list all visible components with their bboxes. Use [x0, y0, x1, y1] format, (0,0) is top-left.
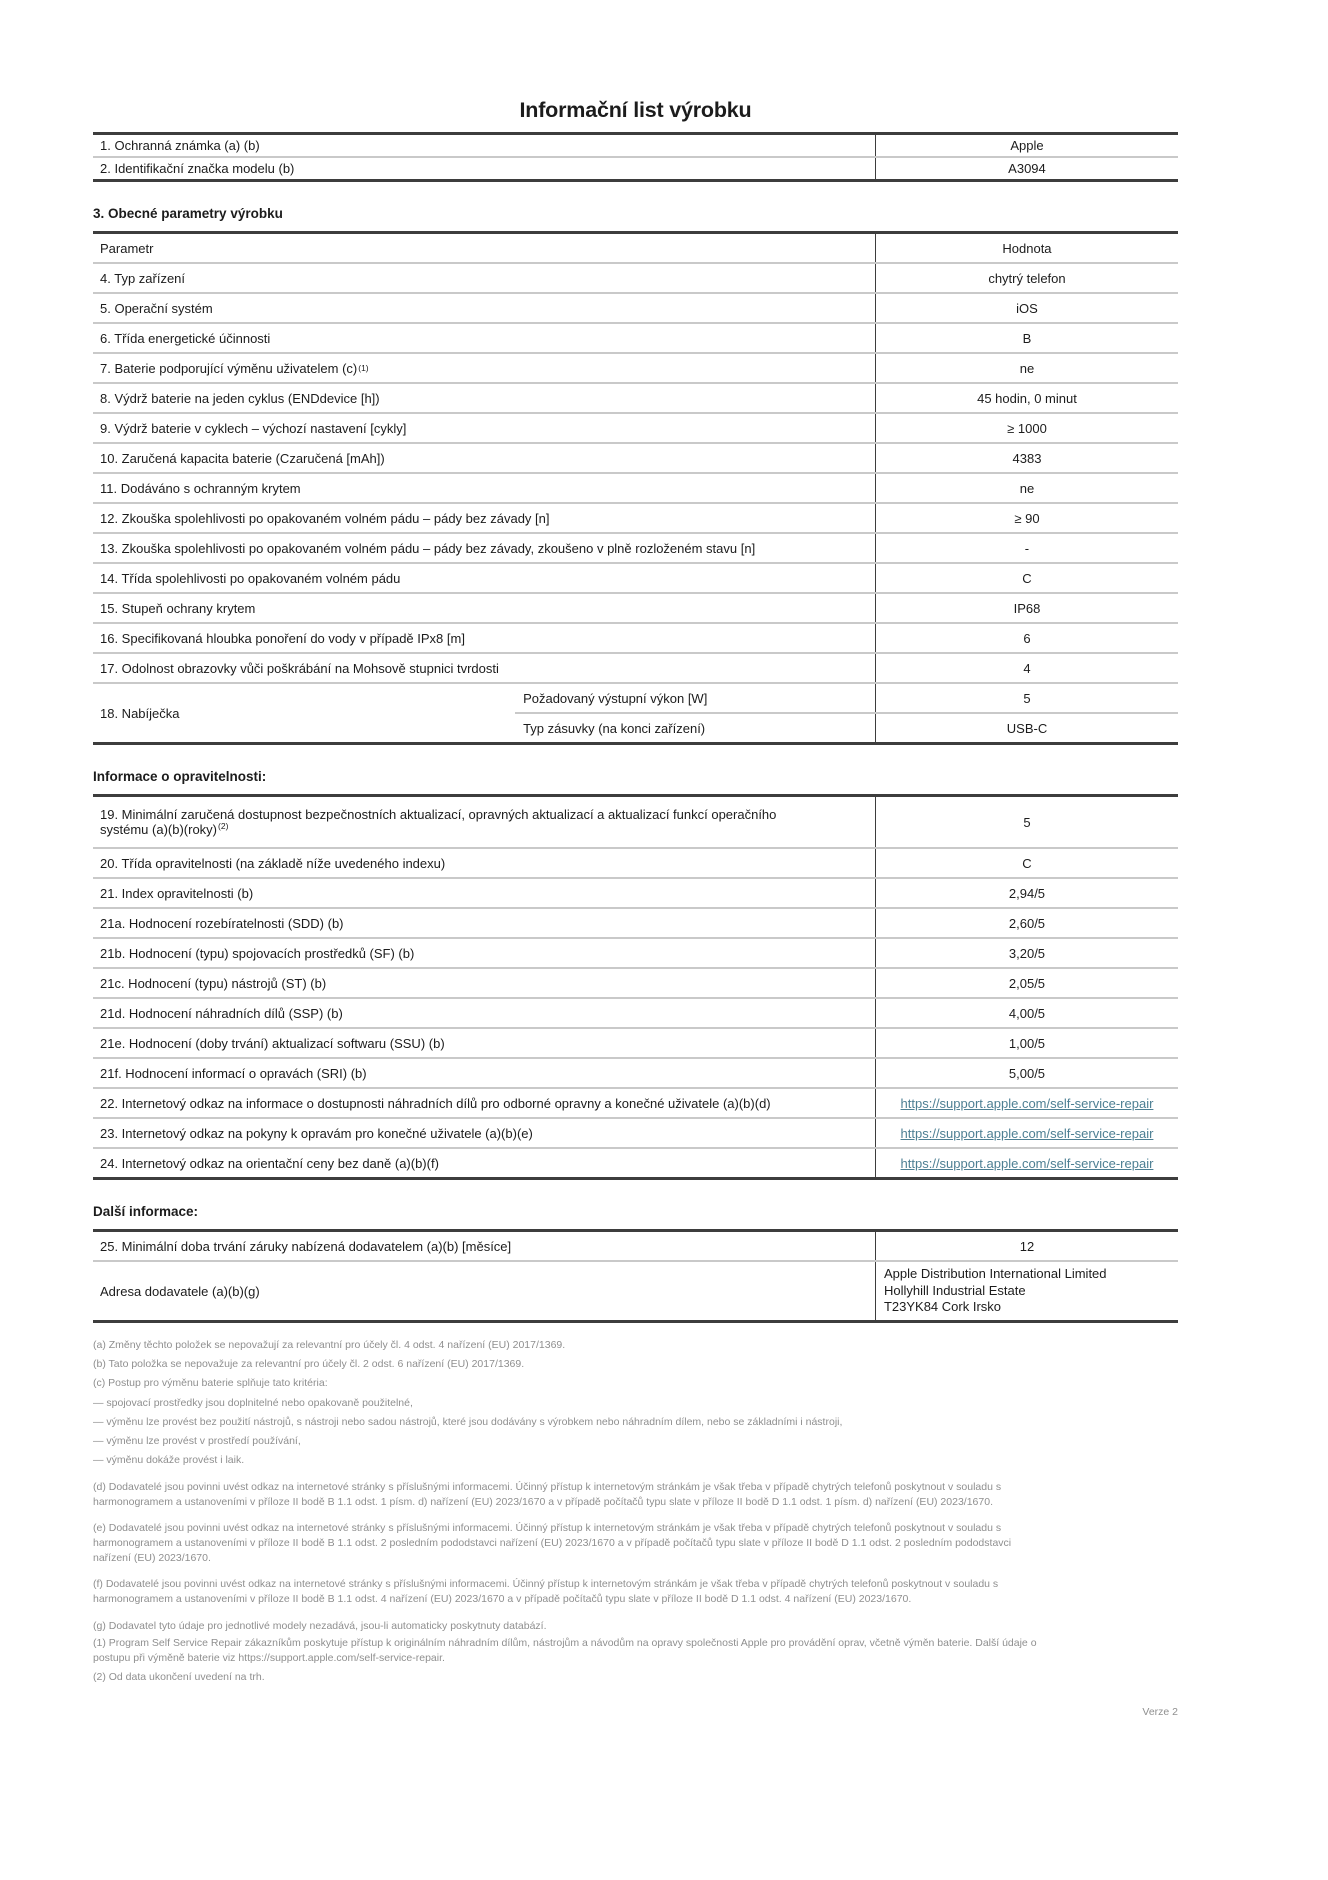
- table-row: [93, 264, 1178, 294]
- table-header-row: [93, 234, 1178, 264]
- charger-subrow: [515, 714, 1178, 742]
- section-heading-general: 3. Obecné parametry výrobku: [93, 206, 283, 221]
- parameter-value: A3094: [875, 158, 1178, 179]
- table-row: [93, 1149, 1178, 1177]
- footnote: (c) Postup pro výměnu baterie splňuje tato kritéria:: [93, 1377, 328, 1390]
- parameter-label: 18. Nabíječka: [100, 705, 180, 721]
- parameter-value: chytrý telefon: [875, 264, 1178, 292]
- parameter-label: 5. Operační systém: [100, 300, 213, 316]
- footnote-reference: (2): [218, 820, 229, 831]
- charger-subtable: [515, 684, 1178, 742]
- parameter-label: 10. Zaručená kapacita baterie (Czaručená [mAh]): [100, 450, 385, 466]
- parameter-value: [875, 1149, 1178, 1177]
- address-line: Hollyhill Industrial Estate: [883, 1282, 1026, 1298]
- table-row-charger: [93, 684, 1178, 742]
- footnote: (1) Program Self Service Repair zákazníkům poskytuje přístup k originálním náhradním dílům, nástrojům a návodům na opravy společnosti Apple pro provádění oprav, včetně výměn baterie. Další údaje o postupu při výměně baterie viz https://support.apple.com/self-service-repair.: [93, 1637, 1037, 1664]
- parameter-value: -: [875, 534, 1178, 562]
- column-header-value: Hodnota: [875, 234, 1178, 262]
- parameter-value: 4: [875, 654, 1178, 682]
- parameter-value: C: [875, 849, 1178, 877]
- table-row: [93, 534, 1178, 564]
- parameter-label: 21b. Hodnocení (typu) spojovacích prostředků (SF) (b): [100, 945, 415, 961]
- table-row: [93, 879, 1178, 909]
- table-row-supplier-address: [93, 1262, 1178, 1320]
- table-row: [93, 654, 1178, 684]
- parameter-label: 4. Typ zařízení: [100, 270, 186, 286]
- table-row: [93, 294, 1178, 324]
- table-row: [93, 624, 1178, 654]
- parameter-value: ≥ 1000: [875, 414, 1178, 442]
- footnote: — výměnu dokáže provést i laik.: [93, 1454, 245, 1467]
- parameter-value: IP68: [875, 594, 1178, 622]
- footnote: — spojovací prostředky jsou doplnitelné nebo opakovaně použitelné,: [93, 1396, 413, 1409]
- footnote: (g) Dodavatel tyto údaje pro jednotlivé modely nezadává, jsou-li automaticky poskytnuty databází.: [93, 1619, 547, 1632]
- page-title: Informační list výrobku: [519, 98, 752, 122]
- parameter-value: ≥ 90: [875, 504, 1178, 532]
- table-row: [93, 158, 1178, 179]
- parameter-value: 45 hodin, 0 minut: [875, 384, 1178, 412]
- footnote: (e) Dodavatelé jsou povinni uvést odkaz na internetové stránky s příslušnými informacemi. Účinný přístup k internetovým stránkám je však třeba v případě chytrých telefonů poskytnout v souladu s harmonogramem a ustanoveními v příloze II bodě B 1.1 odst. 2 posledním pododstavci nařízení (EU) 2023/1670 a v případě počítačů typu slate v příloze II bodě D 1.1 odst. 2 posledním pododstavci nařízení (EU) 2023/1670.: [93, 1522, 1012, 1564]
- table-row: [93, 594, 1178, 624]
- parameter-label: 2. Identifikační značka modelu (b): [100, 161, 295, 176]
- footnote: (a) Změny těchto položek se nepovažují za relevantní pro účely čl. 4 odst. 4 nařízení (EU) 2017/1369.: [93, 1339, 566, 1351]
- footnote: — výměnu lze provést bez použití nástrojů, s nástroji nebo sadou nástrojů, které jsou dodávány s výrobkem nebo náhradním dílem, nebo se základními i nástroji,: [93, 1415, 843, 1428]
- sub-parameter-value: 5: [875, 684, 1178, 712]
- footnote: — výměnu lze provést v prostředí používání,: [93, 1434, 301, 1447]
- table-row: [93, 384, 1178, 414]
- parameter-label: 21d. Hodnocení náhradních dílů (SSP) (b): [100, 1005, 343, 1021]
- identification-table: [93, 132, 1178, 182]
- footnote: (2) Od data ukončení uvedení na trh.: [93, 1670, 265, 1683]
- parameter-label: Adresa dodavatele (a)(b)(g): [100, 1283, 260, 1299]
- charger-subrow: [515, 684, 1178, 714]
- table-row: [93, 849, 1178, 879]
- parameter-value: ne: [875, 474, 1178, 502]
- parameter-value: C: [875, 564, 1178, 592]
- table-row: [93, 504, 1178, 534]
- parameter-label: 1. Ochranná známka (a) (b): [100, 138, 260, 153]
- footnote: (f) Dodavatelé jsou povinni uvést odkaz na internetové stránky s příslušnými informacemi. Účinný přístup k internetovým stránkám je však třeba v případě chytrých telefonů poskytnout v souladu s harmonogramem a ustanoveními v příloze II bodě B 1.1 odst. 4 nařízení (EU) 2023/1670 a v případě počítačů typu slate v příloze II bodě D 1.1 odst. 4 nařízení (EU) 2023/1670.: [93, 1578, 999, 1605]
- parameter-value: 4383: [875, 444, 1178, 472]
- table-row: [93, 414, 1178, 444]
- parameter-value: B: [875, 324, 1178, 352]
- parameter-label: 12. Zkouška spolehlivosti po opakovaném volném pádu – pády bez závady [n]: [100, 510, 550, 526]
- parameter-label: 13. Zkouška spolehlivosti po opakovaném volném pádu – pády bez závady, zkoušeno v plně rozloženém stavu [n]: [100, 540, 756, 556]
- table-row: [93, 1119, 1178, 1149]
- parameter-label: 21. Index opravitelnosti (b): [100, 885, 254, 901]
- parameter-label: 24. Internetový odkaz na orientační ceny bez daně (a)(b)(f): [100, 1155, 439, 1171]
- parameter-label: 21e. Hodnocení (doby trvání) aktualizací softwaru (SSU) (b): [100, 1035, 445, 1051]
- parameter-label: 20. Třída opravitelnosti (na základě níže uvedeného indexu): [100, 855, 446, 871]
- version-label: Verze 2: [1142, 1706, 1178, 1719]
- table-row: [93, 354, 1178, 384]
- table-row: [93, 444, 1178, 474]
- parameter-value: 12: [875, 1232, 1178, 1260]
- table-row: [93, 135, 1178, 158]
- parameter-label: 11. Dodáváno s ochranným krytem: [100, 480, 301, 496]
- general-parameters-table: [93, 231, 1178, 745]
- table-row: [93, 1029, 1178, 1059]
- parameter-value: 1,00/5: [875, 1029, 1178, 1057]
- support-link[interactable]: https://support.apple.com/self-service-repair: [900, 1125, 1154, 1141]
- parameter-label: 23. Internetový odkaz na pokyny k opravám pro konečné uživatele (a)(b)(e): [100, 1125, 533, 1141]
- parameter-label: 15. Stupeň ochrany krytem: [100, 600, 256, 616]
- parameter-value: ne: [875, 354, 1178, 382]
- parameter-value: Apple: [875, 135, 1178, 156]
- additional-info-table: [93, 1229, 1178, 1323]
- parameter-label: 17. Odolnost obrazovky vůči poškrábání na Mohsově stupnici tvrdosti: [100, 660, 499, 676]
- parameter-label: 21f. Hodnocení informací o opravách (SRI) (b): [100, 1065, 367, 1081]
- parameter-value: 5,00/5: [875, 1059, 1178, 1087]
- address-line: Apple Distribution International Limited: [883, 1266, 1107, 1282]
- table-row: [93, 564, 1178, 594]
- parameter-label: 8. Výdrž baterie na jeden cyklus (ENDdevice [h]): [100, 390, 380, 406]
- parameter-value: [875, 1089, 1178, 1117]
- parameter-label: 6. Třída energetické účinnosti: [100, 330, 271, 346]
- footnotes: [93, 1338, 1178, 1684]
- parameter-value: 5: [875, 797, 1178, 847]
- parameter-value: 2,05/5: [875, 969, 1178, 997]
- parameter-value: 6: [875, 624, 1178, 652]
- column-header-parameter: Parametr: [100, 240, 154, 256]
- parameter-label: 21a. Hodnocení rozebíratelnosti (SDD) (b): [100, 915, 344, 931]
- parameter-value: 2,94/5: [875, 879, 1178, 907]
- parameter-label: 22. Internetový odkaz na informace o dostupnosti náhradních dílů pro odborné opravny a konečné uživatele (a)(b)(d): [100, 1095, 771, 1111]
- table-row: [93, 1232, 1178, 1262]
- table-row: [93, 969, 1178, 999]
- table-row: [93, 939, 1178, 969]
- footnote: (d) Dodavatelé jsou povinni uvést odkaz na internetové stránky s příslušnými informacemi. Účinný přístup k internetovým stránkám je však třeba v případě chytrých telefonů poskytnout v souladu s harmonogramem a ustanoveními v příloze II bodě B 1.1 odst. 1 písm. d) nařízení (EU) 2023/1670 a v případě počítačů typu slate v příloze II bodě D 1.1 odst. 1 písm. d) nařízení (EU) 2023/1670.: [93, 1480, 1002, 1508]
- parameter-value: iOS: [875, 294, 1178, 322]
- parameter-label: 7. Baterie podporující výměnu uživatelem (c) (1): [100, 360, 369, 376]
- section-heading-additional: Další informace:: [93, 1204, 199, 1219]
- table-row: [93, 797, 1178, 849]
- parameter-label: 25. Minimální doba trvání záruky nabízená dodavatelem (a)(b) [měsíce]: [100, 1238, 512, 1254]
- support-link[interactable]: https://support.apple.com/self-service-repair: [900, 1155, 1154, 1171]
- footnote: (b) Tato položka se nepovažuje za relevantní pro účely čl. 2 odst. 6 nařízení (EU) 2017/1369.: [93, 1358, 525, 1371]
- supplier-address: [875, 1262, 1178, 1320]
- sub-parameter-value: USB-C: [875, 714, 1178, 742]
- table-row: [93, 1089, 1178, 1119]
- parameter-label-main: 19. Minimální zaručená dostupnost bezpečnostních aktualizací, opravných aktualizací a aktualizací funkcí operačního systému (a)(b)(roky): [100, 807, 777, 837]
- parameter-label-text: 7. Baterie podporující výměnu uživatelem (c): [100, 360, 358, 376]
- parameter-label: 14. Třída spolehlivosti po opakovaném volném pádu: [100, 570, 401, 586]
- parameter-label: 21c. Hodnocení (typu) nástrojů (ST) (b): [100, 975, 327, 991]
- support-link[interactable]: https://support.apple.com/self-service-repair: [900, 1095, 1154, 1111]
- table-row: [93, 324, 1178, 354]
- parameter-label: [93, 797, 875, 847]
- address-line: T23YK84 Cork Irsko: [883, 1299, 1001, 1315]
- section-heading-repairability: Informace o opravitelnosti:: [93, 769, 267, 784]
- parameter-label: 9. Výdrž baterie v cyklech – výchozí nastavení [cykly]: [100, 420, 407, 436]
- sub-parameter-label: Typ zásuvky (na konci zařízení): [523, 720, 706, 736]
- repairability-table: [93, 794, 1178, 1180]
- parameter-value: 2,60/5: [875, 909, 1178, 937]
- table-row: [93, 474, 1178, 504]
- table-row: [93, 999, 1178, 1029]
- product-information-sheet: [93, 0, 1178, 1718]
- table-row: [93, 1059, 1178, 1089]
- parameter-label-text: [100, 807, 810, 837]
- parameter-value: 3,20/5: [875, 939, 1178, 967]
- parameter-label: 16. Specifikovaná hloubka ponoření do vody v případě IPx8 [m]: [100, 630, 465, 646]
- parameter-value: 4,00/5: [875, 999, 1178, 1027]
- parameter-value: [875, 1119, 1178, 1147]
- sub-parameter-label: Požadovaný výstupní výkon [W]: [523, 690, 708, 706]
- table-row: [93, 909, 1178, 939]
